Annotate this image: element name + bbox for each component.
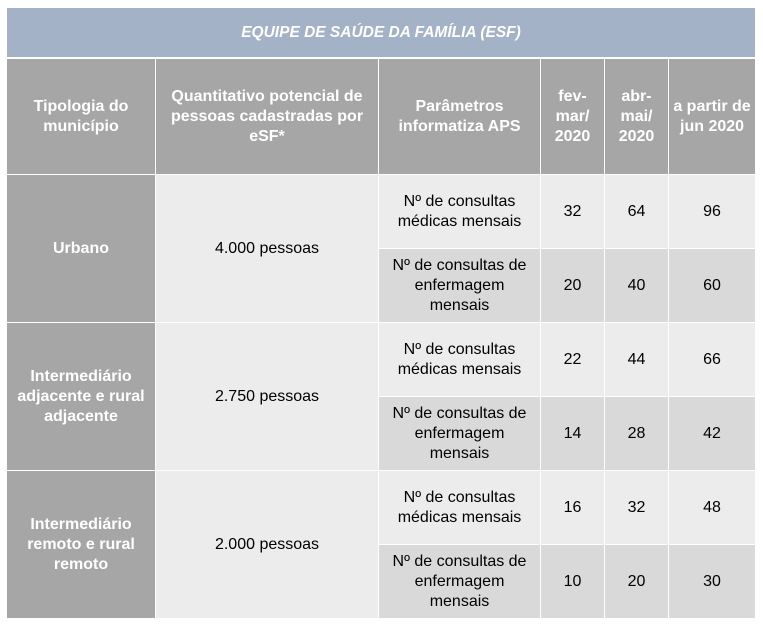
jun-cell: 48 — [669, 471, 756, 545]
abr-mai-cell: 28 — [605, 397, 669, 471]
table-title-row — [7, 8, 756, 59]
header-fev-mar: fev-mar/ 2020 — [541, 58, 605, 175]
header-jun: a partir de jun 2020 — [669, 58, 756, 175]
quantitativo-cell: 2.750 pessoas — [156, 323, 379, 471]
table-row — [7, 323, 756, 397]
header-abr-mai: abr-mai/ 2020 — [605, 58, 669, 175]
table-title: EQUIPE DE SAÚDE DA FAMÍLIA (ESF) — [7, 8, 756, 59]
jun-cell: 42 — [669, 397, 756, 471]
fev-mar-cell: 32 — [541, 175, 605, 249]
parametro-cell: Nº de consultas de enfermagem mensais — [379, 249, 541, 323]
fev-mar-cell: 16 — [541, 471, 605, 545]
tipologia-cell: Urbano — [7, 175, 156, 323]
fev-mar-cell: 20 — [541, 249, 605, 323]
tipologia-cell: Intermediário remoto e rural remoto — [7, 471, 156, 619]
fev-mar-cell: 14 — [541, 397, 605, 471]
jun-cell: 66 — [669, 323, 756, 397]
esf-parameters-table — [6, 7, 756, 619]
parametro-cell: Nº de consultas de enfermagem mensais — [379, 397, 541, 471]
parametro-cell: Nº de consultas médicas mensais — [379, 323, 541, 397]
parametro-cell: Nº de consultas médicas mensais — [379, 175, 541, 249]
abr-mai-cell: 40 — [605, 249, 669, 323]
tipologia-cell: Intermediário adjacente e rural adjacente — [7, 323, 156, 471]
header-quantitativo: Quantitativo potencial de pessoas cadastradas por eSF* — [156, 58, 379, 175]
jun-cell: 60 — [669, 249, 756, 323]
quantitativo-cell: 4.000 pessoas — [156, 175, 379, 323]
abr-mai-cell: 44 — [605, 323, 669, 397]
abr-mai-cell: 20 — [605, 545, 669, 619]
abr-mai-cell: 64 — [605, 175, 669, 249]
abr-mai-cell: 32 — [605, 471, 669, 545]
fev-mar-cell: 10 — [541, 545, 605, 619]
table-row — [7, 471, 756, 545]
quantitativo-cell: 2.000 pessoas — [156, 471, 379, 619]
table-row — [7, 175, 756, 249]
jun-cell: 30 — [669, 545, 756, 619]
parametro-cell: Nº de consultas de enfermagem mensais — [379, 545, 541, 619]
header-tipologia: Tipologia do município — [7, 58, 156, 175]
jun-cell: 96 — [669, 175, 756, 249]
header-parametros: Parâmetros informatiza APS — [379, 58, 541, 175]
header-row — [7, 58, 756, 175]
fev-mar-cell: 22 — [541, 323, 605, 397]
esf-table-container — [6, 7, 756, 619]
parametro-cell: Nº de consultas médicas mensais — [379, 471, 541, 545]
